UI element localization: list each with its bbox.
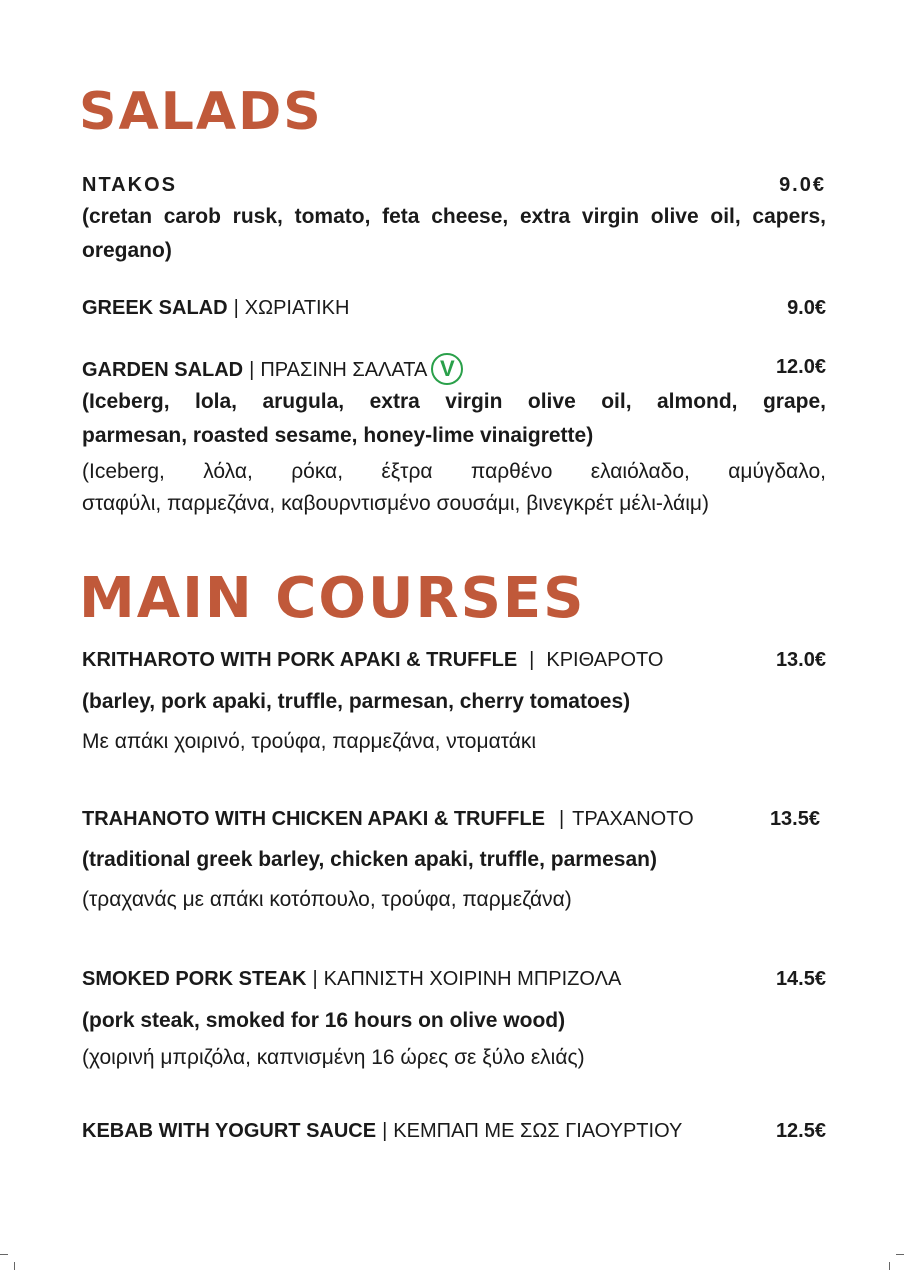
menu-item-greek-salad [82, 297, 826, 320]
crop-mark [0, 1254, 8, 1255]
item-name: KEBAB WITH YOGURT SAUCE [82, 1120, 377, 1142]
item-description-gr: (Iceberg, λόλα, ρόκα, έξτρα παρθένο ελαιόλαδο, αμύγδαλο, [82, 460, 826, 483]
item-description-gr: (τραχανάς με απάκι κοτόπουλο, τρούφα, παρμεζάνα) [82, 888, 572, 911]
item-name: GREEK SALAD [82, 297, 228, 319]
menu-item-kebab [82, 1120, 826, 1143]
separator: | [382, 1120, 388, 1142]
item-name-greek: ΤΡΑΧΑΝΟΤΟ [572, 808, 694, 830]
crop-mark [896, 1254, 904, 1255]
menu-item-trahanoto [82, 808, 826, 831]
menu-item-garden-salad [82, 356, 826, 388]
item-price: 12.5€ [775, 1120, 826, 1142]
item-price: 13.0€ [775, 649, 826, 671]
item-description-gr: σταφύλι, παρμεζάνα, καβουρντισμένο σουσάμι, βινεγκρέτ μέλι-λάιμ) [82, 492, 709, 515]
item-description-gr: Με απάκι χοιρινό, τρούφα, παρμεζάνα, ντοματάκι [82, 730, 537, 753]
item-price: 9.0€ [779, 174, 826, 196]
menu-item-ntakos [82, 174, 826, 197]
main-courses-heading: MAIN COURSES [79, 566, 586, 631]
item-name-greek: ΚΑΠΝΙΣΤΗ ΧΟΙΡΙΝΗ ΜΠΡΙΖΟΛΑ [323, 968, 622, 990]
item-price: 12.0€ [775, 356, 826, 378]
item-price: 14.5€ [775, 968, 826, 990]
crop-mark [889, 1262, 890, 1270]
separator: | [233, 297, 239, 319]
separator: | [529, 649, 535, 671]
item-description-en: (barley, pork apaki, truffle, parmesan, cherry tomatoes) [82, 690, 631, 713]
item-price: 13.5€ [769, 808, 820, 830]
item-name-greek: ΠΡΑΣΙΝΗ ΣΑΛΑΤΑ [260, 359, 428, 382]
item-name: KRITHAROTO WITH PORK APAKI & TRUFFLE [82, 649, 518, 671]
item-description-en: (Iceberg, lola, arugula, extra virgin olive oil, almond, grape, [82, 390, 826, 413]
item-name-greek: ΚΡΙΘΑΡΟΤΟ [546, 649, 664, 671]
item-description-en: (pork steak, smoked for 16 hours on olive wood) [82, 1009, 566, 1032]
item-description-en: (traditional greek barley, chicken apaki, truffle, parmesan) [82, 848, 657, 871]
item-price: 9.0€ [787, 297, 826, 319]
item-name-greek: ΚΕΜΠΑΠ ΜΕ ΣΩΣ ΓΙΑΟΥΡΤΙΟΥ [393, 1120, 683, 1142]
item-description-gr: (χοιρινή μπριζόλα, καπνισμένη 16 ώρες σε ξύλο ελιάς) [82, 1046, 585, 1069]
crop-mark [14, 1262, 15, 1270]
separator: | [312, 968, 318, 990]
separator: | [249, 359, 255, 382]
vegetarian-icon: V [431, 353, 463, 385]
item-name: SMOKED PORK STEAK [82, 968, 307, 990]
salads-heading: SALADS [79, 82, 323, 142]
separator: | [558, 808, 565, 830]
item-description-en: (cretan carob rusk, tomato, feta cheese, extra virgin olive oil, capers, [82, 205, 826, 228]
item-name: GARDEN SALAD [82, 359, 244, 382]
item-name-greek: ΧΩΡΙΑΤΙΚΗ [244, 297, 350, 319]
menu-item-smoked-pork-steak [82, 968, 826, 991]
item-description-en: parmesan, roasted sesame, honey-lime vinaigrette) [82, 424, 594, 447]
item-name: NTAKOS [82, 174, 177, 196]
item-description-en: oregano) [82, 239, 172, 262]
menu-item-kritharoto [82, 649, 826, 672]
item-name: TRAHANOTO WITH CHICKEN APAKI & TRUFFLE [82, 808, 545, 830]
